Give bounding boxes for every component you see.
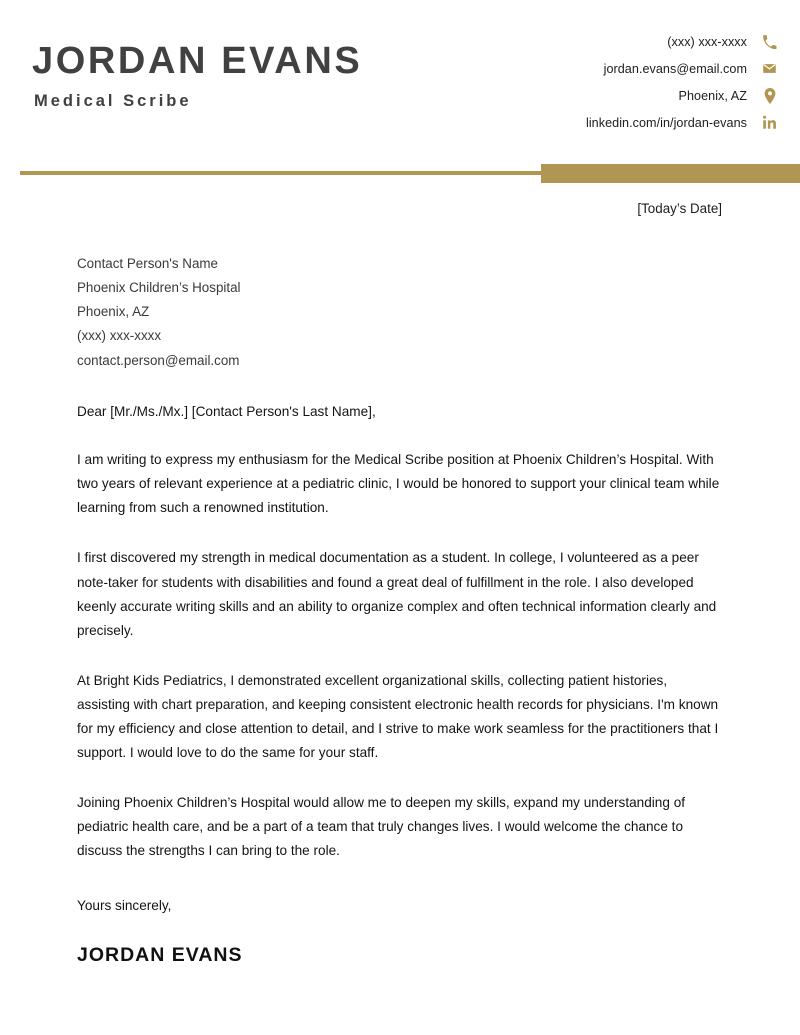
letter-body <box>77 200 723 967</box>
map-pin-icon <box>761 87 778 104</box>
page-title: JORDAN EVANS <box>32 40 363 82</box>
body-paragraph-3: At Bright Kids Pediatrics, I demonstrated excellent organizational skills, collecting patient histories, assisting with chart preparation, and keeping consistent electronic health records for physicians. I'm known for my efficiency and close attention to detail, and I strive to make work seamless for the practitioners that I support. I would love to do the same for your staff. <box>77 672 719 761</box>
recipient-phone: (xxx) xxx-xxxx <box>77 328 162 344</box>
job-title: Medical Scribe <box>34 91 192 110</box>
envelope-icon <box>761 60 778 77</box>
body-paragraph-4: Joining Phoenix Children’s Hospital would allow me to deepen my skills, expand my understanding of pediatric health care, and be a part of a team that truly changes lives. I would welcome the chance to discuss the strengths I can bring to the role. <box>77 795 686 859</box>
linkedin-icon <box>761 114 778 131</box>
contact-row-location <box>448 84 778 107</box>
recipient-location: Phoenix, AZ <box>77 304 150 320</box>
signature-name: JORDAN EVANS <box>77 943 243 966</box>
phone-number: (xxx) xxx-xxxx <box>667 34 747 49</box>
contact-row-linkedin <box>448 111 778 134</box>
recipient-address-block <box>77 252 723 373</box>
body-paragraph-2: I first discovered my strength in medical documentation as a student. In college, I volunteered as a peer note-taker for students with disabilities and found a great deal of fulfillment in the role. I also developed keenly accurate writing skills and an ability to organize complex and often technical information clearly and precisely. <box>77 550 717 638</box>
body-paragraph-1: I am writing to express my enthusiasm for the Medical Scribe position at Phoenix Children’s Hospital. With two years of relevant experience at a pediatric clinic, I would be honored to support your clinical team while learning from such a renowned institution. <box>77 452 720 516</box>
recipient-name: Contact Person's Name <box>77 255 218 271</box>
gold-divider <box>0 164 800 186</box>
identity-block <box>32 42 492 111</box>
location: Phoenix, AZ <box>678 88 747 103</box>
divider-accent-block <box>541 164 800 183</box>
linkedin-url: linkedin.com/in/jordan-evans <box>585 115 747 130</box>
closing-salutation: Yours sincerely, <box>77 898 172 914</box>
contact-details <box>448 30 778 134</box>
letterhead-header <box>0 0 800 165</box>
phone-icon <box>761 33 778 50</box>
divider-thin-rule <box>20 171 541 175</box>
email-address: jordan.evans@email.com <box>603 61 747 76</box>
letter-date: [Today’s Date] <box>637 201 722 216</box>
contact-row-email <box>448 57 778 80</box>
contact-row-phone <box>448 30 778 53</box>
salutation: Dear [Mr./Ms./Mx.] [Contact Person's Last Name], <box>77 403 376 419</box>
recipient-email: contact.person@email.com <box>77 352 240 368</box>
recipient-company: Phoenix Children’s Hospital <box>77 279 241 295</box>
